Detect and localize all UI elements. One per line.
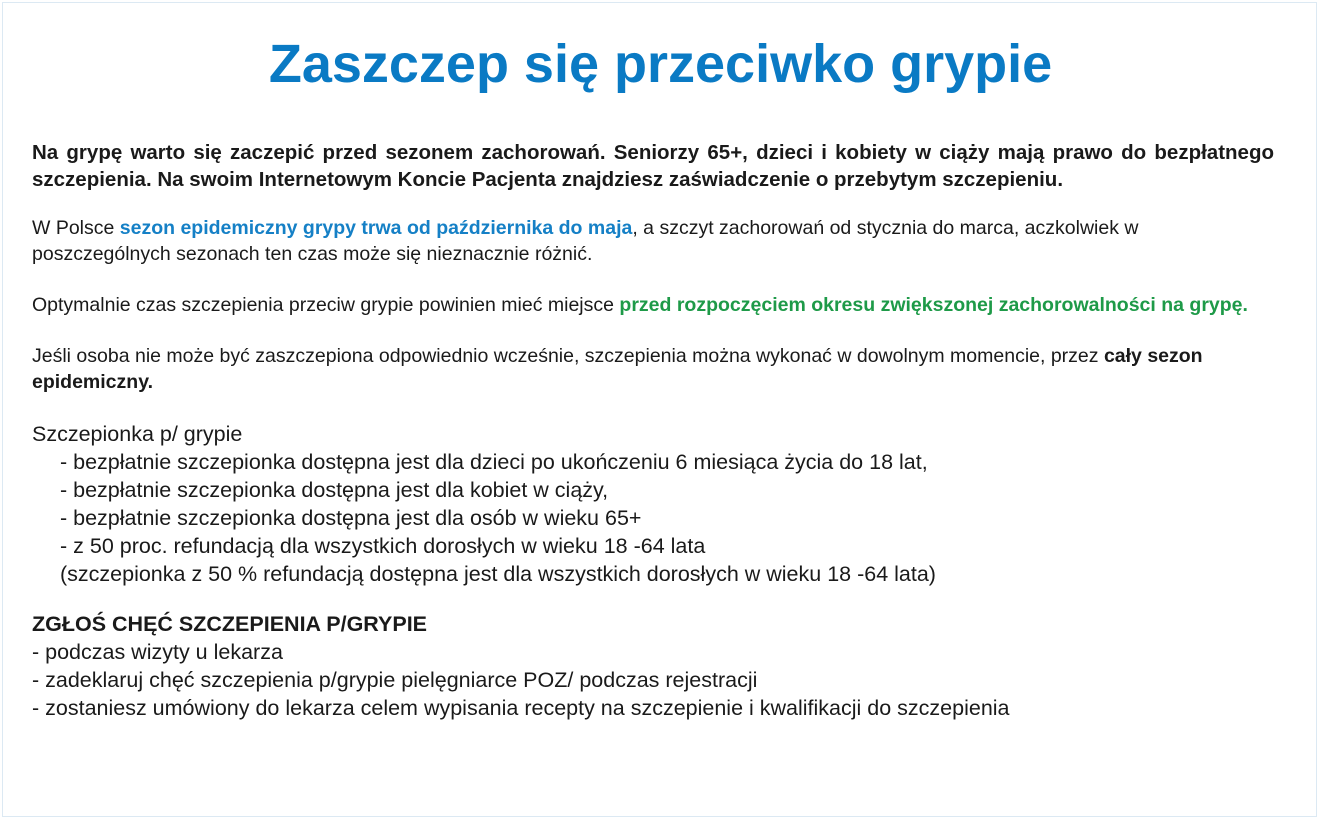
season-highlight: sezon epidemiczny grypy trwa od października do maja	[119, 217, 633, 239]
vaccine-heading: Szczepionka p/ grypie	[32, 422, 243, 446]
declare-section	[32, 610, 1274, 722]
late-vaccination-paragraph	[32, 343, 1274, 395]
content-area	[32, 140, 1274, 722]
declare-item-appointment: - zostaniesz umówiony do lekarza celem wypisania recepty na szczepienie i kwalifikacji do szczepienia	[32, 696, 1010, 720]
vaccine-section	[32, 420, 1274, 588]
season-text-after: , a szczyt zachorowań od stycznia do marca, aczkolwiek w poszczególnych sezonach ten czas może się nieznacznie różnić.	[32, 217, 1139, 265]
page-title: Zaszczep się przeciwko grypie	[268, 34, 1053, 94]
intro-paragraph: Na grypę warto się zaczepić przed sezonem zachorowań. Seniorzy 65+, dzieci i kobiety w ciąży mają prawo do bezpłatnego szczepienia. Na swoim Internetowym Koncie Pacjenta znajdziesz zaświadczenie o przebytym szczepieniu.	[32, 141, 1274, 191]
optimal-paragraph	[32, 292, 1274, 318]
late-text-before: Jeśli osoba nie może być zaszczepiona odpowiednio wcześnie, szczepienia można wykonać w dowolnym momencie, przez	[32, 345, 1104, 367]
vaccine-item-seniors: - bezpłatnie szczepionka dostępna jest dla osób w wieku 65+	[60, 506, 642, 530]
season-text-before: W Polsce	[32, 217, 120, 239]
optimal-text-before: Optymalnie czas szczepienia przeciw grypie powinien mieć miejsce	[32, 294, 620, 316]
season-paragraph	[32, 215, 1274, 267]
declare-heading: ZGŁOŚ CHĘĆ SZCZEPIENIA P/GRYPIE	[32, 612, 428, 636]
declare-item-nurse: - zadeklaruj chęć szczepienia p/grypie pielęgniarce POZ/ podczas rejestracji	[32, 668, 758, 692]
vaccine-item-children: - bezpłatnie szczepionka dostępna jest dla dzieci po ukończeniu 6 miesiąca życia do 18 lat,	[60, 450, 928, 474]
optimal-highlight: przed rozpoczęciem okresu zwiększonej zachorowalności na grypę.	[619, 294, 1248, 316]
vaccine-item-pregnant: - bezpłatnie szczepionka dostępna jest dla kobiet w ciąży,	[60, 478, 609, 502]
vaccine-item-note: (szczepionka z 50 % refundacją dostępna jest dla wszystkich dorosłych w wieku 18 -64 lata)	[60, 562, 936, 586]
vaccine-item-adults: - z 50 proc. refundacją dla wszystkich dorosłych w wieku 18 -64 lata	[60, 534, 706, 558]
late-text-bold: cały sezon epidemiczny.	[32, 345, 1203, 393]
declare-item-visit: - podczas wizyty u lekarza	[32, 640, 283, 664]
